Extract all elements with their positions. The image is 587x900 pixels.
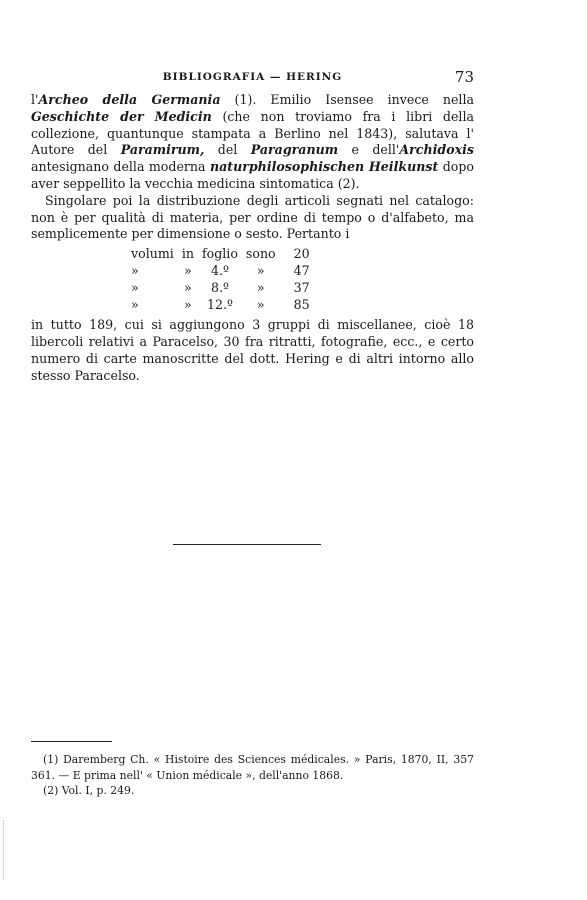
table-cell: »: [131, 280, 139, 296]
paragraph-3: in tutto 189, cui si aggiungono 3 gruppi di miscellanee, cioè 18 libercoli relativi a Paracelso, 30 fra ritratti, fotografie, ecc., e certo numero di carte manoscritte del dott. Hering e di altri intorno allo stesso Paracelso.: [31, 317, 474, 383]
p1-text-6: antesignano della moderna: [31, 159, 210, 175]
p1-term-heilkunst: naturphilosophischen Heilkunst: [209, 159, 439, 175]
footnote-2: (2) Vol. I, p. 249.: [43, 784, 135, 797]
table-cell: 12.º: [206, 297, 233, 313]
p1-text-5: e dell': [338, 142, 400, 158]
paragraph-2: Singolare poi la distribuzione degli articoli segnati nel catalogo: non è per qualità di materia, per ordine di tempo o d'alfabeto, ma semplicemente per dimensione o sesto. Pertanto i: [31, 192, 474, 242]
running-head: BIBLIOGRAFIA — HERING: [162, 71, 343, 83]
table-cell: 4.º: [210, 263, 229, 279]
table-cell: 20: [293, 246, 310, 262]
table-cell: 85: [293, 297, 310, 313]
margin-mark: [3, 820, 5, 880]
table-row: [131, 262, 314, 279]
table-row: [131, 296, 314, 313]
p1-text-7: dopo aver seppellito la vecchia medicina sintomatica (2).: [31, 159, 474, 191]
footnote-1: (1) Daremberg Ch. « Histoire des Sciences médicales. » Paris, 1870, II, 357 361. — E prima nell' « Union médicale », dell'anno 1868.: [31, 753, 474, 782]
table-cell: »: [256, 280, 265, 296]
volumes-table: [131, 245, 314, 313]
footnote-rule: [31, 741, 112, 742]
table-row: [131, 279, 314, 296]
p1-text-1: l': [31, 92, 39, 107]
p1-title-paramirum: Paramirum,: [120, 142, 205, 158]
p1-title-geschichte: Geschichte der Medicin: [31, 108, 212, 124]
table-cell: 37: [293, 280, 310, 296]
table-cell: sono: [245, 246, 276, 262]
table-cell: »: [184, 297, 192, 313]
body-text: [31, 92, 474, 384]
p1-text-4: del: [204, 142, 251, 158]
p1-title-paragranum: Paragranum: [250, 142, 339, 158]
p1-text-3: (che non troviamo fra i libri della collezione, quantunque stampata a Berlino nel 1843), salutava l' Autore del: [31, 108, 474, 158]
table-cell: in: [181, 246, 194, 262]
table-cell: »: [184, 280, 192, 296]
p1-text-2: (1). Emilio Isensee invece nella: [220, 92, 474, 107]
table-cell: volumi: [131, 246, 174, 262]
paragraph-1: [31, 92, 474, 193]
p1-title-archidoxis: Archidoxis: [399, 142, 474, 158]
table-row: [131, 245, 314, 262]
table-cell: »: [131, 263, 139, 279]
section-divider: [173, 544, 321, 545]
table-cell: foglio: [201, 246, 238, 262]
table-cell: 8.º: [210, 280, 229, 296]
table-cell: »: [256, 297, 265, 313]
table-cell: »: [131, 297, 139, 313]
table-cell: 47: [293, 263, 310, 279]
page-header: [31, 68, 474, 88]
table-cell: »: [256, 263, 265, 279]
p1-title-archeo: Archeo della Germania: [38, 92, 221, 107]
footnotes: [31, 752, 474, 799]
page-number: 73: [454, 68, 474, 86]
table-cell: »: [184, 263, 192, 279]
